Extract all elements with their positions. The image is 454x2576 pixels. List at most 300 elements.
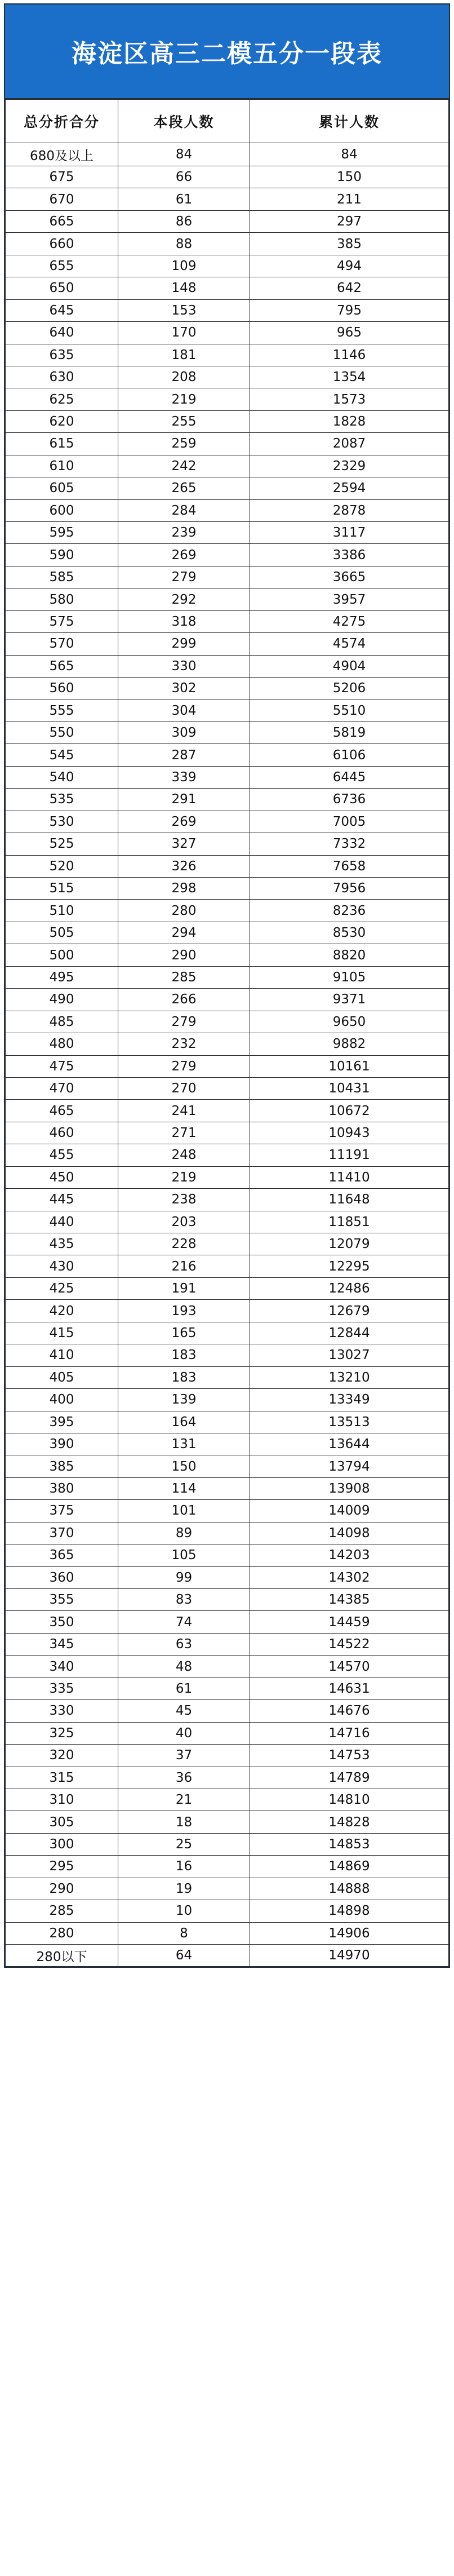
cumulative-count-cell: 12486: [250, 1277, 449, 1299]
segment-count-cell: 105: [118, 1544, 250, 1566]
cumulative-count-cell: 9371: [250, 989, 449, 1011]
table-row: [6, 433, 449, 455]
table-row: [6, 1656, 449, 1678]
segment-count-cell: 241: [118, 1100, 250, 1122]
score-cell: 385: [6, 1455, 118, 1477]
score-cell: 445: [6, 1189, 118, 1211]
segment-count-cell: 148: [118, 277, 250, 299]
score-cell: 305: [6, 1811, 118, 1833]
cumulative-count-cell: 13027: [250, 1344, 449, 1366]
cumulative-count-cell: 9650: [250, 1011, 449, 1033]
cumulative-count-cell: 10943: [250, 1122, 449, 1144]
score-cell: 585: [6, 566, 118, 588]
segment-count-cell: 284: [118, 499, 250, 521]
score-cell: 485: [6, 1011, 118, 1033]
cumulative-count-cell: 1354: [250, 366, 449, 388]
segment-count-cell: 101: [118, 1500, 250, 1522]
segment-count-cell: 16: [118, 1856, 250, 1878]
cumulative-count-cell: 297: [250, 210, 449, 232]
score-cell: 345: [6, 1633, 118, 1655]
segment-count-cell: 150: [118, 1455, 250, 1477]
cumulative-count-cell: 8530: [250, 922, 449, 944]
segment-count-cell: 327: [118, 833, 250, 855]
cumulative-count-cell: 14888: [250, 1878, 449, 1900]
header-row: [6, 100, 449, 143]
segment-count-cell: 302: [118, 678, 250, 700]
score-cell: 475: [6, 1055, 118, 1077]
score-cell: 550: [6, 722, 118, 743]
table-row: [6, 1589, 449, 1611]
score-cell: 545: [6, 744, 118, 766]
cumulative-count-cell: 1146: [250, 344, 449, 366]
score-cell: 565: [6, 655, 118, 677]
segment-count-cell: 61: [118, 188, 250, 210]
score-cell: 525: [6, 833, 118, 855]
segment-count-cell: 294: [118, 922, 250, 944]
cumulative-count-cell: 14810: [250, 1789, 449, 1811]
cumulative-count-cell: 9105: [250, 966, 449, 988]
cumulative-count-cell: 7956: [250, 878, 449, 900]
score-cell: 635: [6, 344, 118, 366]
score-cell: 295: [6, 1856, 118, 1878]
segment-count-cell: 183: [118, 1344, 250, 1366]
score-cell: 280以下: [6, 1945, 118, 1967]
table-row: [6, 344, 449, 366]
segment-count-cell: 74: [118, 1611, 250, 1633]
table-row: [6, 1366, 449, 1388]
cumulative-count-cell: 14869: [250, 1856, 449, 1878]
table-row: [6, 1077, 449, 1099]
segment-count-cell: 266: [118, 989, 250, 1011]
segment-count-cell: 89: [118, 1522, 250, 1544]
table-row: [6, 1945, 449, 1967]
table-row: [6, 1033, 449, 1055]
table-row: [6, 1544, 449, 1566]
score-cell: 515: [6, 878, 118, 900]
score-cell: 555: [6, 700, 118, 722]
cumulative-count-cell: 3386: [250, 544, 449, 566]
table-row: [6, 1433, 449, 1455]
segment-count-cell: 99: [118, 1566, 250, 1588]
segment-count-cell: 45: [118, 1700, 250, 1722]
cumulative-count-cell: 9882: [250, 1033, 449, 1055]
score-cell: 280: [6, 1922, 118, 1944]
score-cell: 470: [6, 1077, 118, 1099]
table-row: [6, 944, 449, 966]
table-row: [6, 1678, 449, 1699]
cumulative-count-cell: 10672: [250, 1100, 449, 1122]
segment-count-cell: 216: [118, 1255, 250, 1277]
score-cell: 285: [6, 1900, 118, 1922]
table-row: [6, 522, 449, 544]
table-row: [6, 255, 449, 277]
table-row: [6, 166, 449, 188]
score-cell: 580: [6, 588, 118, 610]
segment-count-cell: 36: [118, 1767, 250, 1789]
segment-count-cell: 83: [118, 1589, 250, 1611]
cumulative-count-cell: 4275: [250, 610, 449, 632]
segment-count-cell: 191: [118, 1277, 250, 1299]
score-cell: 590: [6, 544, 118, 566]
table-title: 海淀区高三二模五分一段表: [72, 39, 382, 68]
score-cell: 400: [6, 1389, 118, 1411]
score-cell: 300: [6, 1833, 118, 1855]
table-row: [6, 1922, 449, 1944]
table-row: [6, 544, 449, 566]
segment-count-cell: 153: [118, 299, 250, 321]
table-row: [6, 878, 449, 900]
segment-count-cell: 248: [118, 1144, 250, 1166]
cumulative-count-cell: 6445: [250, 766, 449, 788]
table-body: [6, 143, 449, 1967]
cumulative-count-cell: 14459: [250, 1611, 449, 1633]
segment-count-cell: 242: [118, 455, 250, 477]
table-row: [6, 1322, 449, 1344]
table-row: [6, 1189, 449, 1211]
table-row: [6, 1722, 449, 1744]
segment-count-cell: 193: [118, 1300, 250, 1322]
score-cell: 330: [6, 1700, 118, 1722]
score-cell: 380: [6, 1477, 118, 1499]
title-bar: [5, 5, 449, 99]
cumulative-count-cell: 3117: [250, 522, 449, 544]
score-cell: 510: [6, 900, 118, 922]
table-row: [6, 1277, 449, 1299]
table-row: [6, 766, 449, 788]
score-cell: 540: [6, 766, 118, 788]
segment-count-cell: 292: [118, 588, 250, 610]
table-row: [6, 1122, 449, 1144]
table-row: [6, 1166, 449, 1188]
score-cell: 425: [6, 1277, 118, 1299]
segment-count-cell: 208: [118, 366, 250, 388]
score-cell: 535: [6, 789, 118, 811]
cumulative-count-cell: 13349: [250, 1389, 449, 1411]
cumulative-count-cell: 14009: [250, 1500, 449, 1522]
segment-count-cell: 165: [118, 1322, 250, 1344]
segment-count-cell: 279: [118, 566, 250, 588]
table-row: [6, 789, 449, 811]
table-row: [6, 678, 449, 700]
score-cell: 350: [6, 1611, 118, 1633]
table-row: [6, 455, 449, 477]
segment-count-cell: 164: [118, 1411, 250, 1433]
table-row: [6, 900, 449, 922]
cumulative-count-cell: 965: [250, 322, 449, 344]
score-cell: 490: [6, 989, 118, 1011]
cumulative-count-cell: 14631: [250, 1678, 449, 1699]
table-row: [6, 966, 449, 988]
segment-count-cell: 269: [118, 544, 250, 566]
cumulative-count-cell: 385: [250, 233, 449, 255]
score-cell: 520: [6, 855, 118, 877]
table-row: [6, 477, 449, 499]
score-cell: 340: [6, 1656, 118, 1678]
table-row: [6, 610, 449, 632]
score-cell: 620: [6, 410, 118, 432]
table-row: [6, 1767, 449, 1789]
score-cell: 410: [6, 1344, 118, 1366]
cumulative-count-cell: 494: [250, 255, 449, 277]
table-row: [6, 299, 449, 321]
segment-count-cell: 37: [118, 1745, 250, 1767]
cumulative-count-cell: 13210: [250, 1366, 449, 1388]
segment-count-cell: 203: [118, 1211, 250, 1233]
segment-count-cell: 279: [118, 1011, 250, 1033]
score-cell: 315: [6, 1767, 118, 1789]
table-row: [6, 188, 449, 210]
table-row: [6, 1700, 449, 1722]
cumulative-count-cell: 11191: [250, 1144, 449, 1166]
cumulative-count-cell: 795: [250, 299, 449, 321]
table-row: [6, 1878, 449, 1900]
table-row: [6, 1055, 449, 1077]
table-row: [6, 1411, 449, 1433]
score-cell: 630: [6, 366, 118, 388]
score-cell: 610: [6, 455, 118, 477]
cumulative-count-cell: 14970: [250, 1945, 449, 1967]
score-cell: 290: [6, 1878, 118, 1900]
segment-count-cell: 183: [118, 1366, 250, 1388]
score-cell: 645: [6, 299, 118, 321]
table-row: [6, 1500, 449, 1522]
score-cell: 655: [6, 255, 118, 277]
cumulative-count-cell: 8820: [250, 944, 449, 966]
score-cell: 355: [6, 1589, 118, 1611]
segment-count-cell: 239: [118, 522, 250, 544]
segment-count-cell: 228: [118, 1233, 250, 1255]
cumulative-count-cell: 10161: [250, 1055, 449, 1077]
segment-count-cell: 304: [118, 700, 250, 722]
table-row: [6, 633, 449, 655]
table-row: [6, 1211, 449, 1233]
table-row: [6, 1344, 449, 1366]
segment-count-cell: 63: [118, 1633, 250, 1655]
score-cell: 440: [6, 1211, 118, 1233]
cumulative-count-cell: 13908: [250, 1477, 449, 1499]
segment-count-cell: 8: [118, 1922, 250, 1944]
table-row: [6, 566, 449, 588]
table-row: [6, 833, 449, 855]
segment-count-cell: 291: [118, 789, 250, 811]
score-cell: 360: [6, 1566, 118, 1588]
table-row: [6, 1789, 449, 1811]
cumulative-count-cell: 1573: [250, 388, 449, 410]
cumulative-count-cell: 5510: [250, 700, 449, 722]
score-cell: 665: [6, 210, 118, 232]
segment-count-cell: 84: [118, 143, 250, 166]
cumulative-count-cell: 14676: [250, 1700, 449, 1722]
segment-count-cell: 265: [118, 477, 250, 499]
cumulative-count-cell: 11410: [250, 1166, 449, 1188]
table-row: [6, 1455, 449, 1477]
segment-count-cell: 219: [118, 1166, 250, 1188]
cumulative-count-cell: 7005: [250, 811, 449, 833]
header-total-score: 总分折合分: [6, 100, 118, 143]
segment-count-cell: 339: [118, 766, 250, 788]
cumulative-count-cell: 8236: [250, 900, 449, 922]
segment-count-cell: 290: [118, 944, 250, 966]
score-cell: 505: [6, 922, 118, 944]
segment-count-cell: 61: [118, 1678, 250, 1699]
cumulative-count-cell: 12079: [250, 1233, 449, 1255]
table-row: [6, 1900, 449, 1922]
score-cell: 435: [6, 1233, 118, 1255]
score-cell: 625: [6, 388, 118, 410]
score-cell: 600: [6, 499, 118, 521]
segment-count-cell: 131: [118, 1433, 250, 1455]
table-row: [6, 722, 449, 743]
score-cell: 455: [6, 1144, 118, 1166]
score-cell: 375: [6, 1500, 118, 1522]
cumulative-count-cell: 642: [250, 277, 449, 299]
cumulative-count-cell: 6106: [250, 744, 449, 766]
score-table-sheet: [4, 3, 450, 1968]
table-row: [6, 989, 449, 1011]
score-cell: 465: [6, 1100, 118, 1122]
segment-count-cell: 86: [118, 210, 250, 232]
score-cell: 570: [6, 633, 118, 655]
score-cell: 495: [6, 966, 118, 988]
cumulative-count-cell: 211: [250, 188, 449, 210]
segment-count-cell: 19: [118, 1878, 250, 1900]
segment-count-cell: 285: [118, 966, 250, 988]
segment-count-cell: 299: [118, 633, 250, 655]
table-row: [6, 700, 449, 722]
cumulative-count-cell: 10431: [250, 1077, 449, 1099]
segment-count-cell: 66: [118, 166, 250, 188]
score-cell: 310: [6, 1789, 118, 1811]
segment-count-cell: 64: [118, 1945, 250, 1967]
segment-count-cell: 270: [118, 1077, 250, 1099]
score-cell: 450: [6, 1166, 118, 1188]
table-row: [6, 1566, 449, 1588]
segment-count-cell: 232: [118, 1033, 250, 1055]
table-row: [6, 1833, 449, 1855]
cumulative-count-cell: 12679: [250, 1300, 449, 1322]
score-cell: 595: [6, 522, 118, 544]
segment-count-cell: 279: [118, 1055, 250, 1077]
cumulative-count-cell: 7332: [250, 833, 449, 855]
table-row: [6, 1522, 449, 1544]
score-cell: 660: [6, 233, 118, 255]
segment-count-cell: 109: [118, 255, 250, 277]
table-row: [6, 1389, 449, 1411]
segment-count-cell: 25: [118, 1833, 250, 1855]
segment-count-cell: 287: [118, 744, 250, 766]
score-cell: 420: [6, 1300, 118, 1322]
cumulative-count-cell: 5206: [250, 678, 449, 700]
table-row: [6, 1144, 449, 1166]
cumulative-count-cell: 4574: [250, 633, 449, 655]
table-row: [6, 588, 449, 610]
table-row: [6, 366, 449, 388]
segment-count-cell: 48: [118, 1656, 250, 1678]
cumulative-count-cell: 14716: [250, 1722, 449, 1744]
score-cell: 325: [6, 1722, 118, 1744]
table-row: [6, 655, 449, 677]
cumulative-count-cell: 14898: [250, 1900, 449, 1922]
cumulative-count-cell: 6736: [250, 789, 449, 811]
cumulative-count-cell: 14098: [250, 1522, 449, 1544]
score-cell: 680及以上: [6, 143, 118, 166]
cumulative-count-cell: 14302: [250, 1566, 449, 1588]
table-row: [6, 210, 449, 232]
segment-count-cell: 114: [118, 1477, 250, 1499]
cumulative-count-cell: 14753: [250, 1745, 449, 1767]
table-row: [6, 1745, 449, 1767]
cumulative-count-cell: 4904: [250, 655, 449, 677]
table-row: [6, 410, 449, 432]
segment-count-cell: 269: [118, 811, 250, 833]
header-cumulative-count: 累计人数: [250, 100, 449, 143]
score-cell: 415: [6, 1322, 118, 1344]
score-cell: 365: [6, 1544, 118, 1566]
segment-count-cell: 238: [118, 1189, 250, 1211]
cumulative-count-cell: 7658: [250, 855, 449, 877]
cumulative-count-cell: 14385: [250, 1589, 449, 1611]
table-row: [6, 744, 449, 766]
table-row: [6, 1856, 449, 1878]
cumulative-count-cell: 2594: [250, 477, 449, 499]
header-segment-count: 本段人数: [118, 100, 250, 143]
score-cell: 605: [6, 477, 118, 499]
score-distribution-table: [5, 99, 449, 1967]
segment-count-cell: 21: [118, 1789, 250, 1811]
table-row: [6, 1477, 449, 1499]
segment-count-cell: 139: [118, 1389, 250, 1411]
table-row: [6, 1300, 449, 1322]
cumulative-count-cell: 14570: [250, 1656, 449, 1678]
segment-count-cell: 309: [118, 722, 250, 743]
score-cell: 650: [6, 277, 118, 299]
score-cell: 500: [6, 944, 118, 966]
segment-count-cell: 219: [118, 388, 250, 410]
cumulative-count-cell: 2878: [250, 499, 449, 521]
table-row: [6, 1255, 449, 1277]
table-row: [6, 233, 449, 255]
table-row: [6, 1100, 449, 1122]
cumulative-count-cell: 14828: [250, 1811, 449, 1833]
cumulative-count-cell: 150: [250, 166, 449, 188]
cumulative-count-cell: 13644: [250, 1433, 449, 1455]
table-row: [6, 1011, 449, 1033]
cumulative-count-cell: 14906: [250, 1922, 449, 1944]
segment-count-cell: 88: [118, 233, 250, 255]
table-row: [6, 388, 449, 410]
cumulative-count-cell: 12295: [250, 1255, 449, 1277]
score-cell: 615: [6, 433, 118, 455]
score-cell: 370: [6, 1522, 118, 1544]
cumulative-count-cell: 14522: [250, 1633, 449, 1655]
segment-count-cell: 255: [118, 410, 250, 432]
score-cell: 530: [6, 811, 118, 833]
cumulative-count-cell: 12844: [250, 1322, 449, 1344]
segment-count-cell: 271: [118, 1122, 250, 1144]
score-cell: 640: [6, 322, 118, 344]
cumulative-count-cell: 14789: [250, 1767, 449, 1789]
score-cell: 320: [6, 1745, 118, 1767]
cumulative-count-cell: 3665: [250, 566, 449, 588]
score-cell: 460: [6, 1122, 118, 1144]
table-row: [6, 1233, 449, 1255]
score-cell: 395: [6, 1411, 118, 1433]
table-row: [6, 1811, 449, 1833]
segment-count-cell: 298: [118, 878, 250, 900]
segment-count-cell: 18: [118, 1811, 250, 1833]
segment-count-cell: 259: [118, 433, 250, 455]
segment-count-cell: 280: [118, 900, 250, 922]
